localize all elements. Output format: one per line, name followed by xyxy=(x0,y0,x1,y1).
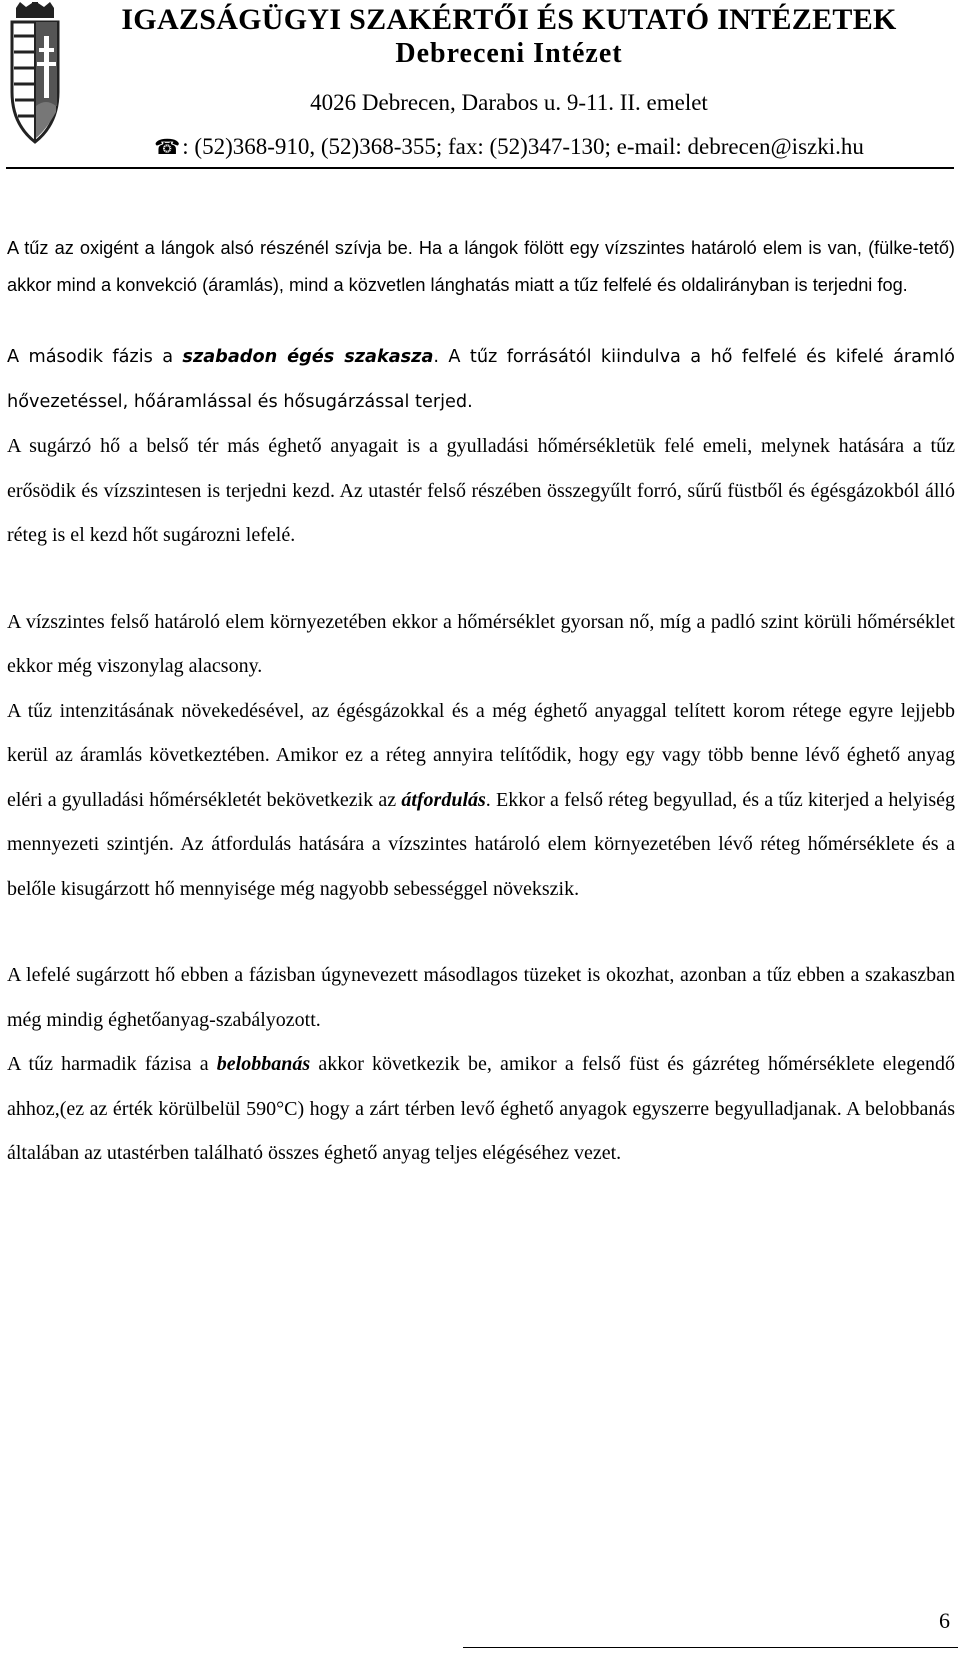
contact-text: : (52)368-910, (52)368-355; fax: (52)347-130; e-mail: debrecen@iszki.hu xyxy=(182,134,864,159)
paragraph-text: A második fázis a xyxy=(7,347,183,367)
paragraph-text: A tűz intenzitásának növekedésével, az égésgázokkal és a még éghető anyaggal telített korom rétege egyre lejjebb kerül az áramlás következtében. Amikor ez a réteg annyira telítődik, hogy egy vagy több benne lévő éghető anyag eléri a gyulladási hőmérsékletét bekövetkezik az xyxy=(7,699,955,811)
emphasized-term: átfordulás xyxy=(401,788,486,811)
document-body xyxy=(7,230,955,1176)
footer-divider xyxy=(463,1647,958,1648)
organization-name: IGAZSÁGÜGYI SZAKÉRTŐI ÉS KUTATÓ INTÉZETEK xyxy=(121,3,897,36)
page-number: 6 xyxy=(939,1608,950,1633)
coat-of-arms-icon xyxy=(6,2,64,150)
header-divider xyxy=(6,167,954,169)
address-line: 4026 Debrecen, Darabos u. 9-11. II. emelet xyxy=(310,90,708,115)
paragraph xyxy=(7,1042,955,1176)
paragraph xyxy=(7,335,955,424)
emphasized-term: belobbanás xyxy=(216,1053,311,1075)
paragraph: A sugárzó hő a belső tér más éghető anyagait is a gyulladási hőmérsékletük felé emeli, melynek hatására a tűz erősödik és vízszintesen is terjedni kezd. Az utastér felső részében összegyűlt forró, sűrű füstből és égésgázokból álló réteg is el kezd hőt sugározni lefelé. xyxy=(7,435,955,546)
branch-name: Debreceni Intézet xyxy=(395,38,623,69)
paragraph: A lefelé sugárzott hő ebben a fázisban úgynevezett másodlagos tüzeket is okozhat, azonban a tűz ebben a szakaszban még mindig éghetőanyag-szabályozott. xyxy=(7,964,955,1031)
paragraph-text: A tűz harmadik fázisa a xyxy=(7,1053,217,1075)
paragraph-text: . Ekkor a felső réteg begyullad, és a tűz kiterjed a helyiség mennyezeti szintjén. Az átfordulás hatására a vízszintes határoló elem környezetében lévő réteg hőmérséklete és a belőle kisugárzott hő mennyisége még nagyobb sebességgel növekszik. xyxy=(7,788,955,900)
paragraph xyxy=(7,689,955,912)
paragraph: A tűz az oxigént a lángok alsó részénél szívja be. Ha a lángok fölött egy vízszintes határoló elem is van, (fülke-tető) akkor mind a konvekció (áramlás), mind a közvetlen lánghatás miatt a tűz felfelé és oldalirányban is terjedni fog. xyxy=(7,238,955,295)
emphasized-term: szabadon égés szakasza xyxy=(182,347,434,367)
letterhead xyxy=(0,0,960,170)
paragraph: A vízszintes felső határoló elem környezetében ekkor a hőmérséklet gyorsan nő, míg a padló szint körüli hőmérséklet ekkor még viszonylag alacsony. xyxy=(7,610,955,677)
telephone-icon: ☎ xyxy=(154,135,181,159)
paragraph-text: . A tűz forrásától kiindulva a hő felfelé és kifelé áramló hővezetéssel, hőáramlással és hősugárzással terjed. xyxy=(7,347,955,412)
contact-line xyxy=(64,132,954,162)
paragraph-text: akkor következik be, amikor a felső füst és gázréteg hőmérséklete elegendő ahhoz,(ez az érték körülbelül 590°C) hogy a zárt térben levő éghető anyagok egyszerre begyulladjanak. A belobbanás általában az utastérben található összes éghető anyag teljes elégéséhez vezet. xyxy=(7,1053,955,1164)
